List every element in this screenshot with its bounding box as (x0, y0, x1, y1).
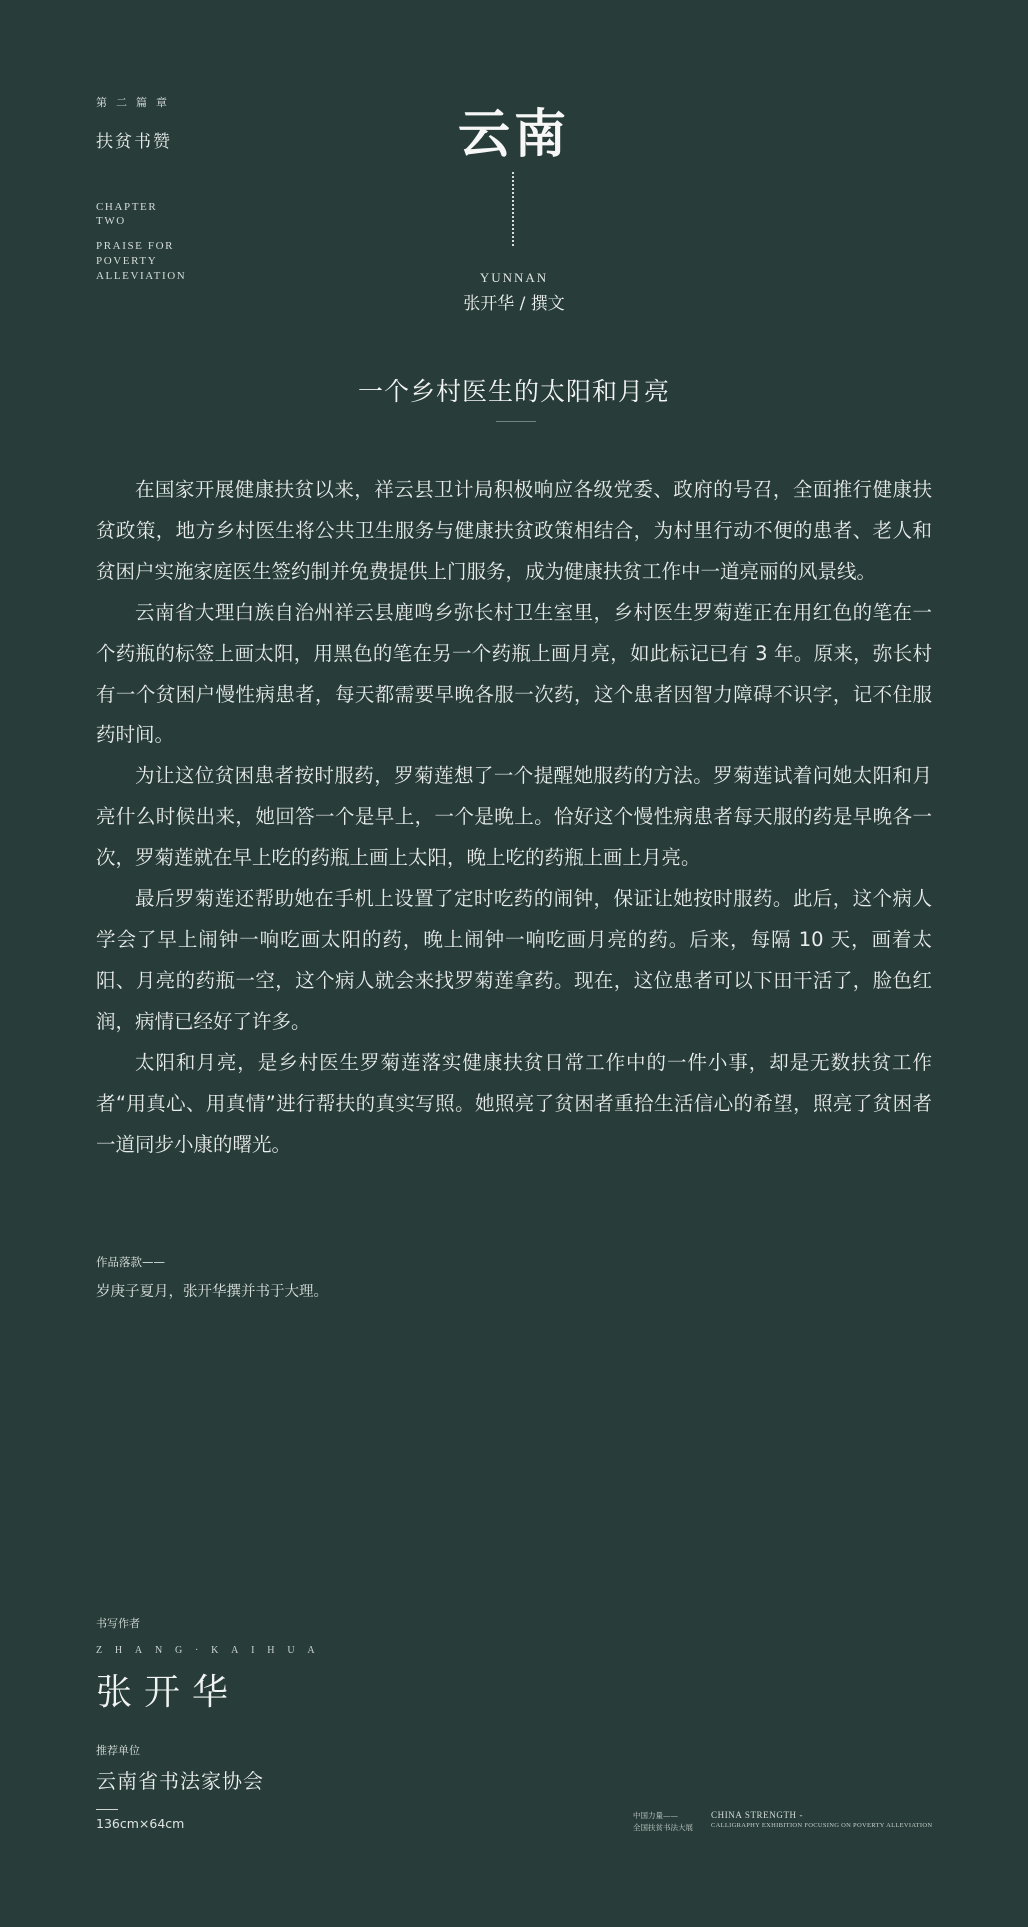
chapter-en-label (96, 200, 256, 228)
chapter-en-line: PRAISE FOR (96, 240, 175, 252)
writer-name-en: ZHANG·KAIHUA (96, 1645, 328, 1656)
work-size: 136cm×64cm (96, 1816, 185, 1831)
region-en: YUNNAN (479, 270, 549, 285)
chapter-en-line: ALLEVIATION (96, 270, 187, 282)
dotted-divider (512, 172, 514, 246)
article-title: 一个乡村医生的太阳和月亮 (357, 377, 670, 406)
inscription-label: 作品落款—— (96, 1255, 165, 1269)
title-underline (496, 421, 536, 422)
footer-cn-line2: 全国扶贫书法大展 (633, 1823, 693, 1832)
paragraph: 最后罗菊莲还帮助她在手机上设置了定时吃药的闹钟，保证让她按时服药。此后，这个病人学会了早上闹钟一响吃画太阳的药，晚上闹钟一响吃画月亮的药。后来，每隔 10 天，画着太阳、月亮的药瓶一空，这个病人就会来找罗菊莲拿药。现在，这位患者可以下田干活了，脸色红润，病情已经好了许多。 (96, 887, 932, 1033)
chapter-en-line: CHAPTER (96, 201, 158, 213)
organization-label: 推荐单位 (96, 1744, 140, 1757)
writer-label: 书写作者 (96, 1617, 140, 1630)
article-body (96, 470, 932, 1165)
chapter-number: 第二篇章 (96, 96, 176, 109)
footer-en-line2: CALLIGRAPHY EXHIBITION FOCUSING ON POVERTY ALLEVIATION (711, 1822, 933, 1829)
chapter-en-line: POVERTY (96, 255, 158, 267)
chapter-en-line: TWO (96, 215, 126, 227)
footer-cn-line1: 中国力量—— (633, 1811, 678, 1820)
author-line: 张开华 / 撰文 (463, 294, 565, 314)
writer-name: 张开华 (96, 1672, 241, 1713)
region-title: 云南 (457, 104, 570, 165)
paragraph: 为让这位贫困患者按时服药，罗菊莲想了一个提醒她服药的方法。罗菊莲试着问她太阳和月亮什么时候出来，她回答一个是早上，一个是晚上。恰好这个慢性病患者每天服的药是早晚各一次，罗菊莲就在早上吃的药瓶上画上太阳，晚上吃的药瓶上画上月亮。 (96, 764, 932, 870)
paragraph: 云南省大理白族自治州祥云县鹿鸣乡弥长村卫生室里，乡村医生罗菊莲正在用红色的笔在一个药瓶的标签上画太阳，用黑色的笔在另一个药瓶上画月亮，如此标记已有 3 年。原来，弥长村有一个贫困户慢性病患者，每天都需要早晚各服一次药，这个患者因智力障碍不识字，记不住服药时间。 (96, 600, 932, 747)
paragraph: 太阳和月亮，是乡村医生罗菊莲落实健康扶贫日常工作中的一件小事，却是无数扶贫工作者“用真心、用真情”进行帮扶的真实写照。她照亮了贫困者重拾生活信心的希望，照亮了贫困者一道同步小康的曙光。 (96, 1050, 932, 1156)
size-divider (96, 1809, 118, 1810)
paragraph: 在国家开展健康扶贫以来，祥云县卫计局积极响应各级党委、政府的号召，全面推行健康扶贫政策，地方乡村医生将公共卫生服务与健康扶贫政策相结合，为村里行动不便的患者、老人和贫困户实施家庭医生签约制并免费提供上门服务，成为健康扶贫工作中一道亮丽的风景线。 (96, 478, 932, 583)
chapter-subtitle: 扶贫书赞 (96, 132, 172, 152)
organization-name: 云南省书法家协会 (96, 1769, 264, 1793)
footer-en-line1: CHINA STRENGTH - (711, 1810, 804, 1820)
inscription-text: 岁庚子夏月，张开华撰并书于大理。 (96, 1284, 328, 1300)
